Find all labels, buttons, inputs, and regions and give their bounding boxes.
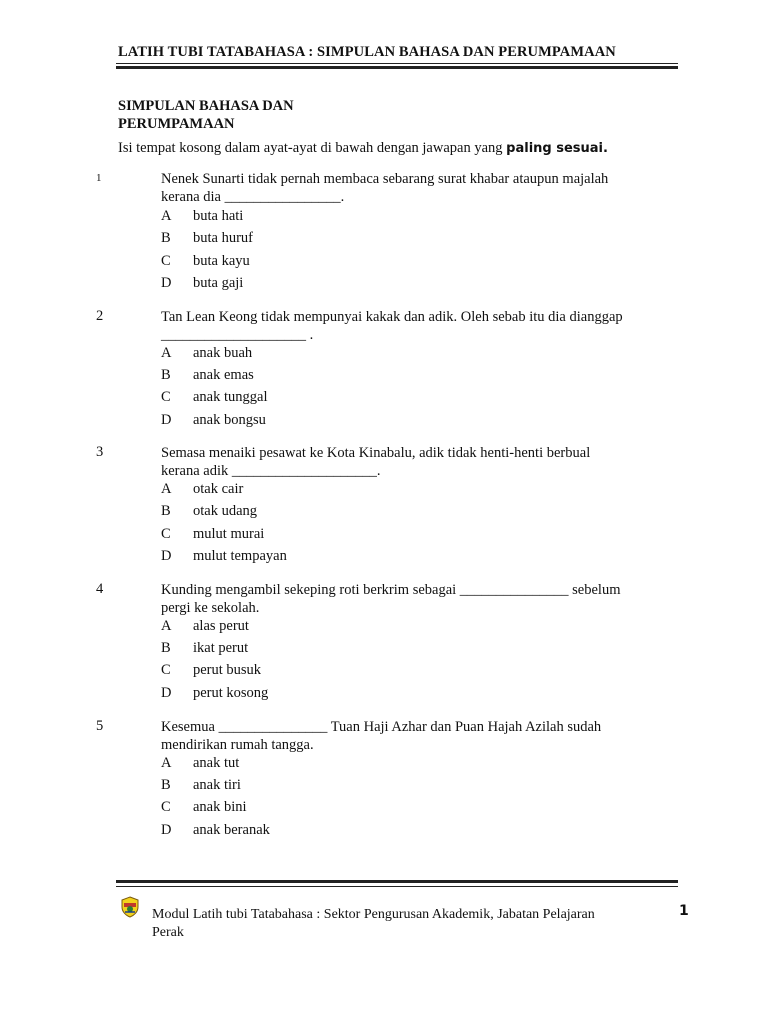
question-number: 3 [96, 444, 104, 460]
option-d[interactable] [161, 548, 287, 566]
stem-line: Nenek Sunarti tidak pernah membaca sebarang surat khabar ataupun majalah [161, 171, 609, 187]
footer-rule-thick [116, 880, 678, 883]
instruction [118, 140, 608, 157]
option-text: buta huruf [193, 230, 253, 246]
option-text: buta kayu [193, 253, 250, 269]
option-text: anak tiri [193, 777, 241, 793]
option-c[interactable] [161, 389, 268, 407]
option-letter: A [161, 481, 172, 497]
question-number: 5 [96, 718, 104, 734]
option-c[interactable] [161, 799, 247, 817]
question-stem [161, 581, 661, 617]
option-letter: A [161, 755, 172, 771]
option-letter: A [161, 345, 172, 361]
option-letter: C [161, 389, 171, 405]
option-b[interactable] [161, 367, 254, 385]
option-text: perut kosong [193, 685, 269, 701]
footer-rule-thin [116, 886, 678, 887]
option-a[interactable] [161, 481, 243, 499]
stem-line: kerana adik ____________________. [161, 463, 381, 479]
option-text: anak buah [193, 345, 253, 361]
stem-line: mendirikan rumah tangga. [161, 737, 314, 753]
option-b[interactable] [161, 640, 248, 658]
option-letter: B [161, 230, 171, 246]
page-header-title: LATIH TUBI TATABAHASA : SIMPULAN BAHASA DAN PERUMPAMAAN [118, 44, 616, 60]
question-stem [161, 718, 661, 754]
option-a[interactable] [161, 345, 252, 363]
option-text: perut busuk [193, 662, 262, 678]
option-letter: D [161, 275, 172, 291]
option-letter: D [161, 412, 172, 428]
question-number: 4 [96, 581, 104, 597]
option-text: anak emas [193, 367, 254, 383]
instruction-bold: paling sesuai. [506, 141, 608, 156]
option-a[interactable] [161, 755, 239, 773]
question-stem [161, 444, 661, 480]
question-stem [161, 308, 661, 344]
option-d[interactable] [161, 275, 243, 293]
option-letter: C [161, 799, 171, 815]
option-text: alas perut [193, 618, 249, 634]
crest-logo-icon [120, 896, 140, 918]
header-rule-thin [116, 63, 678, 64]
stem-line: kerana dia ________________. [161, 189, 345, 205]
option-letter: D [161, 822, 172, 838]
option-b[interactable] [161, 777, 241, 795]
stem-line: Tan Lean Keong tidak mempunyai kakak dan adik. Oleh sebab itu dia dianggap [161, 309, 623, 325]
option-text: anak beranak [193, 822, 270, 838]
option-text: buta hati [193, 208, 244, 224]
option-d[interactable] [161, 685, 268, 703]
option-letter: A [161, 618, 172, 634]
option-text: anak tunggal [193, 389, 268, 405]
option-c[interactable] [161, 662, 261, 680]
option-b[interactable] [161, 503, 257, 521]
footer-text: Modul Latih tubi Tatabahasa : Sektor Pengurusan Akademik, Jabatan Pelajaran Perak [152, 907, 595, 940]
option-letter: C [161, 253, 171, 269]
option-d[interactable] [161, 822, 270, 840]
stem-line: ____________________ . [161, 327, 314, 343]
option-text: mulut murai [193, 526, 265, 542]
option-a[interactable] [161, 618, 249, 636]
option-a[interactable] [161, 208, 243, 226]
header-rule-thick [116, 66, 678, 69]
option-letter: D [161, 548, 172, 564]
option-text: buta gaji [193, 275, 244, 291]
stem-line: Kunding mengambil sekeping roti berkrim sebagai _______________ sebelum [161, 582, 621, 598]
option-b[interactable] [161, 230, 253, 248]
option-text: mulut tempayan [193, 548, 287, 564]
question-number: 1 [96, 172, 102, 184]
option-text: anak bongsu [193, 412, 266, 428]
option-letter: B [161, 503, 171, 519]
option-letter: B [161, 777, 171, 793]
option-letter: B [161, 367, 171, 383]
option-letter: C [161, 662, 171, 678]
question-stem [161, 170, 661, 206]
section-title-line2: PERUMPAMAAN [118, 116, 235, 132]
option-text: anak bini [193, 799, 247, 815]
option-c[interactable] [161, 253, 250, 271]
instruction-text: Isi tempat kosong dalam ayat-ayat di bawah dengan jawapan yang [118, 140, 507, 156]
stem-line: Kesemua _______________ Tuan Haji Azhar dan Puan Hajah Azilah sudah [161, 719, 602, 735]
page-number: 1 [679, 903, 689, 919]
question-number: 2 [96, 308, 104, 324]
option-letter: B [161, 640, 171, 656]
section-title-line1: SIMPULAN BAHASA DAN [118, 98, 294, 114]
option-letter: A [161, 208, 172, 224]
option-d[interactable] [161, 412, 266, 430]
option-letter: C [161, 526, 171, 542]
option-text: otak cair [193, 481, 244, 497]
stem-line: Semasa menaiki pesawat ke Kota Kinabalu, adik tidak henti-henti berbual [161, 445, 591, 461]
section-title [118, 97, 294, 133]
option-text: anak tut [193, 755, 240, 771]
option-letter: D [161, 685, 172, 701]
option-c[interactable] [161, 526, 264, 544]
stem-line: pergi ke sekolah. [161, 600, 260, 616]
option-text: otak udang [193, 503, 258, 519]
option-text: ikat perut [193, 640, 249, 656]
